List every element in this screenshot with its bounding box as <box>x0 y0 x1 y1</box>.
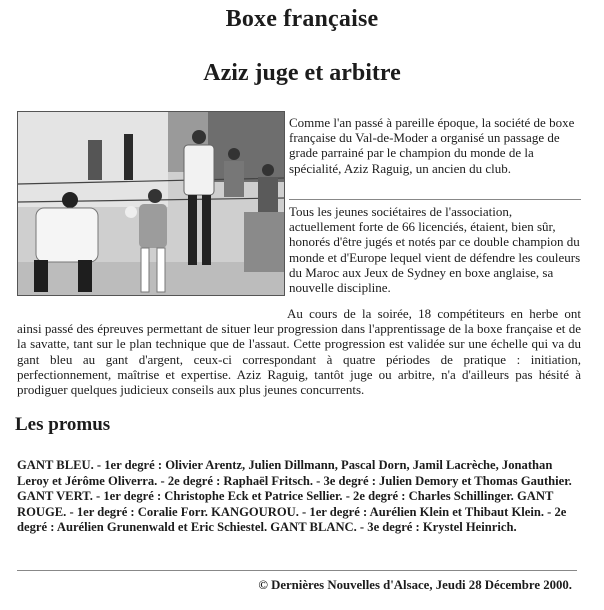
paragraph-intro: Comme l'an passé à pareille époque, la société de boxe française du Val-de-Moder a organisé un passage de grade parrainé par le champion du monde de la spécialité, Aziz Raguig, un ancien du club. <box>289 115 575 176</box>
boxing-photo <box>17 111 285 296</box>
subheadline: Aziz juge et arbitre <box>203 60 401 86</box>
bottom-divider <box>17 570 577 571</box>
divider <box>289 199 581 200</box>
headline: Boxe française <box>225 6 379 32</box>
source-credit: © Dernières Nouvelles d'Alsace, Jeudi 28 Décembre 2000. <box>258 578 572 592</box>
paragraph-members: Tous les jeunes sociétaires de l'association, actuellement forte de 66 licenciés, étaient, bien sûr, honorés d'être jugés et notés par ce double champion du monde et d'Europe lequel vient de défendre les couleurs du Maroc aux Jeux de Sydney en boxe anglaise, sa nouvelle discipline. <box>289 204 581 296</box>
paragraph-evening-text: Au cours de la soirée, 18 compétiteurs en herbe ont ainsi passé des épreuves permettant de situer leur progression dans l'apprentissage de la boxe française et de la savatte, tant sur le plan technique que de l'assaut. Cette progression est validée sur une échelle qui va du gant bleu au gant d'argent, ceux-ci correspondant à quatre périodes de pratique : initiation, perfectionnement, maîtrise et expertise. Aziz Raguig, tantôt juge ou arbitre, n'a d'ailleurs pas hésité à prodiguer quelques judicieux conseils aux plus jeunes concurrents. <box>17 306 581 398</box>
section-heading-promus: Les promus <box>15 414 111 435</box>
promus-list: GANT BLEU. - 1er degré : Olivier Arentz, Julien Dillmann, Pascal Dorn, Jamil Lacrèche, Jonathan Leroy et Jérôme Oliverra. - 2e degré : Raphaël Fritsch. - 3e degré : Julien Demory et Thomas Gauthier. GANT VERT. - 1er degré : Christophe Eck et Patrice Sellier. - 2e degré : Charles Schillinger. GANT ROUGE. - 1er degré : Coralie Forr. KANGOUROU. - 1er degré : Aurélien Klein et Thibaut Klein. - 2e degré : Aurélien Grunenwald et Eric Schiestel. GANT BLANC. - 3e degré : Krystel Heinrich. <box>17 458 572 534</box>
photo-illustration <box>18 112 284 295</box>
paragraph-evening <box>17 306 581 397</box>
